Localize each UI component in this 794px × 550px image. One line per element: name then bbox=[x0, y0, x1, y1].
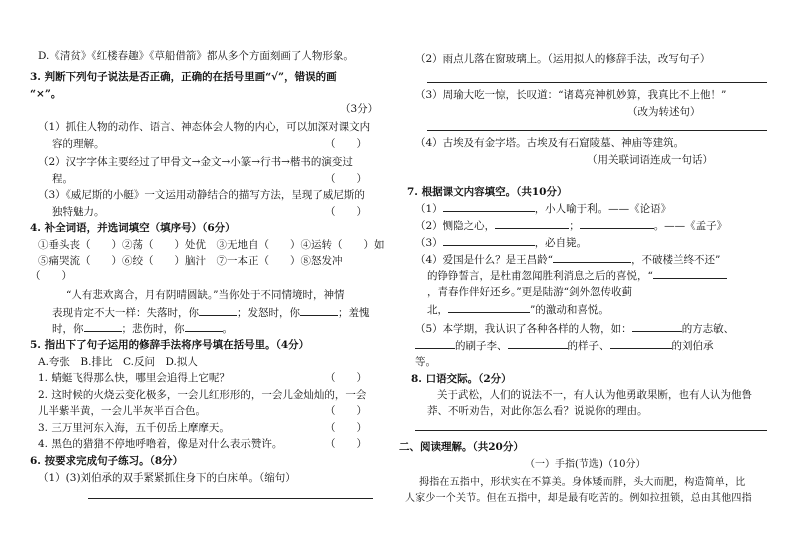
q7-blank2[interactable] bbox=[495, 218, 569, 229]
q4-passage-line1: “人有悲欢离合，月有阴晴圆缺。”当你处于不同情境时，神情 bbox=[66, 289, 345, 301]
q3-item2-cont: 程。 bbox=[52, 173, 73, 185]
passage-line1: 拇指在五指中，形状实在不算美。身体矮而胖，头大而肥，构造简单，比 bbox=[419, 477, 746, 488]
q3-item2: （2）汉字字体主要经过了甲骨文→金文→小篆→行书→楷书的演变过 bbox=[38, 156, 353, 168]
q7-item1: （1） ，小人喻于利。——《论语》 bbox=[415, 203, 672, 215]
section2-title: 二、阅读理解。（共20分） bbox=[399, 441, 524, 453]
q4-passage-line2: 表现肯定不大一样：失落时，你 ；发怒时，你 ；羞愧 bbox=[52, 307, 370, 319]
q5-sentence1-bracket: （ ） bbox=[325, 372, 367, 384]
q7-blank3[interactable] bbox=[580, 218, 654, 229]
q3-item2-bracket: （ ） bbox=[325, 173, 367, 185]
q7-item5-line2: 的刷子李、 的样子、 的刘伯承 bbox=[415, 338, 714, 353]
q3-item3-bracket: （ ） bbox=[325, 206, 367, 218]
q5-sentence2-bracket: （ ） bbox=[325, 405, 367, 417]
q2-option-d: D.《清贫》《红楼春趣》《草船借箭》都从多个方面刻画了人物形象。 bbox=[38, 50, 354, 62]
q7-blank9[interactable] bbox=[415, 338, 455, 349]
q3-item3-cont: 独特魅力。 bbox=[52, 206, 105, 218]
q7-blank8[interactable] bbox=[632, 321, 682, 332]
passage-line2: 人家少一个关节。但在五指中，却是最有吃苦的。例如拉扭锁，总由其他四指 bbox=[405, 493, 752, 504]
q4-passage-line3: 时，你 ；悲伤时，你 。 bbox=[52, 323, 233, 335]
q5-sentence3: 3. 三万里河东入海，五千仞岳上摩摩天。 bbox=[38, 422, 230, 434]
q7-item4: （4）爱国是什么？是王昌龄“ ，不破楼兰终不还” bbox=[415, 254, 721, 266]
q7-item4-line3: ，青春作伴好还乡。”更是陆游“剑外忽传收蓟 bbox=[427, 286, 632, 298]
q3-item1-bracket: （ ） bbox=[325, 138, 367, 150]
q7-blank10[interactable] bbox=[508, 338, 568, 349]
q6-item2: （2）雨点儿落在窗玻璃上。（运用拟人的修辞手法，改写句子） bbox=[415, 53, 711, 65]
q4-title: 4. 补全词语，并选词填空（填序号）（6分） bbox=[30, 222, 236, 234]
q7-blank11[interactable] bbox=[610, 338, 672, 349]
q5-sentence4-bracket: （ ） bbox=[325, 438, 367, 450]
q6-item3-answer-line[interactable] bbox=[427, 130, 767, 131]
q4-row1: ①垂头丧（ ）②荡（ ）处优 ③无地自（ ）④运转（ ）如 bbox=[38, 239, 385, 251]
q8-answer-line[interactable] bbox=[415, 430, 767, 431]
q6-item1-answer-line[interactable] bbox=[88, 498, 373, 499]
q5-options: A.夸张 B.排比 C.反问 D.拟人 bbox=[38, 356, 198, 368]
q5-title: 5. 指出下了句子运用的修辞手法将序号填在括号里。（4分） bbox=[30, 339, 310, 351]
q7-item2: （2）恻隐之心， ； 。——《孟子》 bbox=[415, 220, 728, 232]
q6-item1: （1）(3)刘伯承的双手紧紧抓住身下的白床单。（缩句） bbox=[38, 472, 296, 484]
q3-item1: （1）抓住人物的动作、语言、神态体会人物的内心，可以加深对课文内 bbox=[38, 121, 371, 133]
q7-title: 7. 根据课文内容填空。（共10分） bbox=[407, 186, 568, 198]
blank-lost[interactable] bbox=[199, 305, 237, 316]
blank-sad[interactable] bbox=[185, 321, 223, 332]
q5-sentence2-cont: 儿半紫半黄，一会儿半灰半百合色。 bbox=[38, 405, 206, 417]
q7-item4-line2: 的铮铮誓言，是杜甫忽闻胜利消息之后的喜悦，“ bbox=[427, 268, 727, 283]
q7-blank6[interactable] bbox=[653, 268, 727, 279]
q7-blank1[interactable] bbox=[443, 201, 535, 212]
blank-angry[interactable] bbox=[300, 305, 338, 316]
q6-item4: （4）古埃及有金字塔。古埃及有石窟陵墓、神庙等建筑。 bbox=[415, 137, 685, 149]
q8-prompt-line2: 莽、不听劝告，对此你怎么看？说说你的理由。 bbox=[427, 405, 648, 417]
q4-row3: （ ） bbox=[30, 270, 72, 282]
q3-item1-cont: 容的理解。 bbox=[52, 138, 105, 150]
q5-sentence3-bracket: （ ） bbox=[325, 422, 367, 434]
q7-blank5[interactable] bbox=[553, 252, 631, 263]
q3-score: （3分） bbox=[340, 103, 379, 115]
passage-title: （一）手指(节选)（10分） bbox=[525, 459, 646, 470]
q8-prompt-line1: 关于武松，人们的说法不一，有人认为他勇敢果断，也有人认为他鲁 bbox=[437, 389, 752, 401]
q7-item5-line3: 等。 bbox=[415, 356, 436, 368]
q6-item3-instruction: （改为转述句） bbox=[627, 106, 701, 118]
q8-title: 8. 口语交际。（2分） bbox=[411, 373, 512, 385]
q3-title: 3. 判断下列句子说法是否正确，正确的在括号里画“√”，错误的画 bbox=[30, 71, 337, 83]
q3-item3: （3）《威尼斯的小艇》一文运用动静结合的描写方法，呈现了威尼斯的 bbox=[38, 189, 365, 201]
q6-item4-instruction: （用关联词语连成一句话） bbox=[587, 154, 713, 166]
q6-title: 6. 按要求完成句子练习。（8分） bbox=[30, 455, 184, 467]
q4-row2: ⑤痛哭流（ ）⑥绞（ ）脑汁 ⑦一本正（ ）⑧怒发冲 bbox=[38, 255, 343, 267]
q7-item4-line4: 北， ”的激动和喜悦。 bbox=[427, 304, 609, 316]
q7-item3: （3） ，必自毙。 bbox=[415, 237, 588, 249]
q7-blank4[interactable] bbox=[443, 235, 535, 246]
q7-item5: （5）本学期，我认识了各种各样的人物，如： 的方志敏、 bbox=[415, 323, 735, 335]
q5-sentence2: 2. 这时候的火烧云变化极多，一会儿红形形的，一会儿金灿灿的，一会 bbox=[38, 389, 367, 401]
blank-ashamed[interactable] bbox=[84, 321, 122, 332]
q5-sentence1: 1. 蜻蜓飞得那么快，哪里会追得上它呢？ bbox=[38, 372, 230, 384]
q5-sentence4: 4. 黑色的猎猎不停地呼噜着，像是对什么表示赞许。 bbox=[38, 438, 283, 450]
q7-blank7[interactable] bbox=[448, 302, 530, 313]
q6-item3: （3）周瑜大吃一惊，长叹道：“诸葛亮神机妙算，我真比不上他！” bbox=[415, 89, 727, 101]
q3-title-cont: “×”。 bbox=[30, 88, 62, 100]
q6-item2-answer-line[interactable] bbox=[427, 82, 767, 83]
